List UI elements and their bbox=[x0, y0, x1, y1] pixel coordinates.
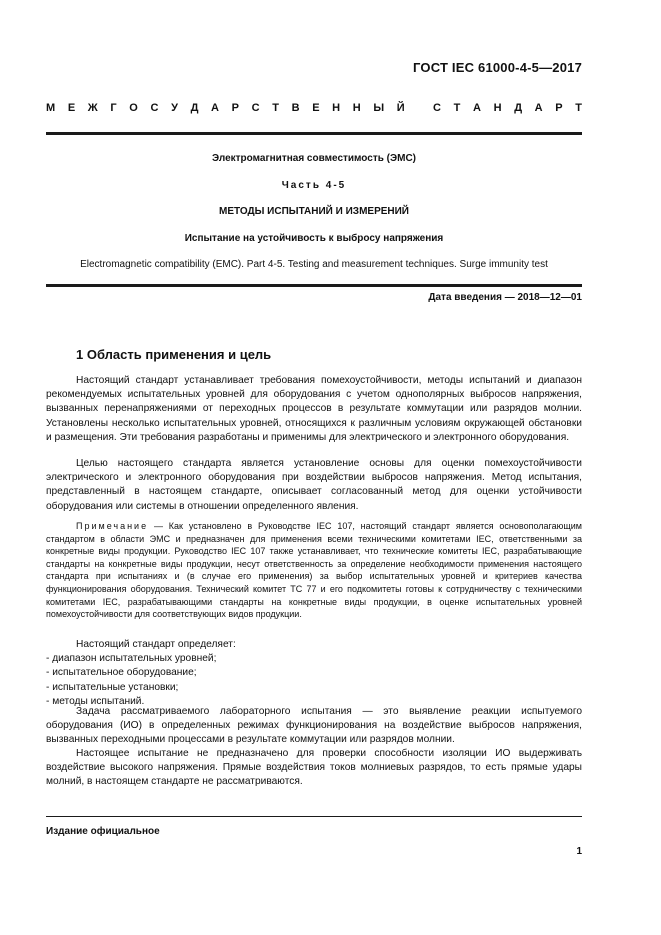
english-title: Electromagnetic compatibility (EMC). Part 4-5. Testing and measurement techniques. Surge immunity test bbox=[80, 259, 548, 270]
banner-letter: Д bbox=[190, 102, 199, 114]
effective-date: Дата введения — 2018—12—01 bbox=[428, 292, 582, 303]
banner-letter: Ы bbox=[373, 102, 385, 114]
banner-letter: Н bbox=[332, 102, 341, 114]
banner-letter: Д bbox=[514, 102, 523, 114]
sub-title: Испытание на устойчивость к выбросу напряжения bbox=[184, 233, 444, 244]
banner-letter: Р bbox=[231, 102, 239, 114]
banner-letter: А bbox=[534, 102, 543, 114]
banner-letter: Е bbox=[312, 102, 320, 114]
list-item: - испытательное оборудование; bbox=[46, 667, 197, 679]
paragraph-text: Задача рассматриваемого лабораторного испытания — это выявление реакции испытуемого оборудования (ИО) в определенных режимах функционирования на воздействие выбросов напряжения, вызванных переходными процессами в результате коммутации или разрядов молнии. bbox=[46, 706, 582, 746]
section-heading: 1 Область применения и цель bbox=[76, 347, 272, 362]
banner-letter: В bbox=[291, 102, 300, 114]
banner-letter: Н bbox=[352, 102, 361, 114]
title-rule bbox=[46, 284, 582, 287]
banner-letter: Е bbox=[67, 102, 76, 114]
main-title: МЕТОДЫ ИСПЫТАНИЙ И ИЗМЕРЕНИЙ bbox=[218, 206, 409, 217]
banner-letter: Н bbox=[493, 102, 502, 114]
banner-letter: Т bbox=[453, 102, 461, 114]
part-title: Часть 4-5 bbox=[281, 180, 347, 191]
paragraph-2 bbox=[46, 457, 582, 514]
banner-letter: О bbox=[129, 102, 138, 114]
footer-rule bbox=[46, 816, 582, 817]
banner-letter: М bbox=[46, 102, 56, 114]
banner-letter: Т bbox=[575, 102, 582, 114]
banner-letter: У bbox=[171, 102, 178, 114]
banner-letter: А bbox=[211, 102, 219, 114]
defines-list bbox=[46, 638, 582, 709]
list-item: - методы испытаний. bbox=[46, 695, 145, 707]
banner-letter: Ж bbox=[87, 102, 98, 114]
standard-code: ГОСТ IEC 61000-4-5—2017 bbox=[413, 60, 582, 75]
paragraph-4 bbox=[46, 747, 582, 790]
banner-letter: Р bbox=[555, 102, 563, 114]
note-body: — Как установлено в Руководстве IEC 107, настоящий стандарт является основополагающим стандартом в области ЭМС и предназначен для применения всеми техническими комитетами IEC, ответственными за конкретные виды продукции. Руководство IEC 107 также устанавливает, что технические комитеты IEC, разрабатывающие стандарты на конкретные виды продукции, несут ответственность за определение необходимости применения настоящего стандарта при испытаниях и (в случае его применения) за выбор испытательных уровней и критериев качества функционирования оборудования. Технический комитет ТС 77 и его подкомитеты готовы к сотрудничеству с техническими комитетами IEC, разрабатывающими стандарты на конкретные виды продукции, в оценке испытательных уровней помехоустойчивости для соответствующих видов продукции. bbox=[46, 521, 582, 620]
paragraph-3 bbox=[46, 705, 582, 748]
edition-label: Издание официальное bbox=[46, 826, 160, 837]
banner-letter: С bbox=[251, 102, 260, 114]
header-rule bbox=[46, 132, 582, 135]
list-item: - диапазон испытательных уровней; bbox=[46, 653, 217, 665]
banner-letter: С bbox=[433, 102, 441, 114]
banner-letter: Т bbox=[272, 102, 279, 114]
interstate-standard-banner bbox=[46, 102, 582, 114]
list-item: - испытательные установки; bbox=[46, 681, 179, 693]
note-label: Примечание bbox=[76, 521, 149, 531]
banner-letter: С bbox=[150, 102, 159, 114]
banner-letter: Й bbox=[396, 102, 405, 114]
page-number: 1 bbox=[576, 846, 582, 857]
series-title: Электромагнитная совместимость (ЭМС) bbox=[212, 153, 416, 164]
banner-letter: А bbox=[473, 102, 481, 114]
paragraph-text: Целью настоящего стандарта является установление основы для оценки помехоустойчивости электрического и электронного оборудования при воздействии выбросов напряжения. Метод испытания, представленный в настоящем стандарте, описывает согласованный метод для оценки устойчивости оборудования или системы в отношении определенного явления. bbox=[46, 458, 582, 512]
banner-gap bbox=[417, 102, 420, 114]
paragraph-text: Настоящий стандарт устанавливает требования помехоустойчивости, методы испытаний и диапазон рекомендуемых испытательных уровней для оборудования с учетом однополярных выбросов напряжения, вызванных перенапряжениями от переходных процессов в результате коммутации или разрядов молнии. Установлены несколько испытательных уровней, относящихся к различным условиям окружающей обстановки и размещения. Эти требования разработаны и применимы для электрического и электронного оборудования. bbox=[46, 375, 582, 443]
defines-intro: Настоящий стандарт определяет: bbox=[76, 639, 236, 650]
note-text bbox=[46, 520, 582, 621]
paragraph-text: Настоящее испытание не предназначено для проверки способности изоляции ИО выдерживать воздействие высокого напряжения. Прямые воздействия токов молниевых разрядов, то есть прямые удары молний, в настоящем стандарте не рассматриваются. bbox=[46, 748, 582, 788]
paragraph-1 bbox=[46, 374, 582, 445]
note-block bbox=[46, 520, 582, 621]
banner-letter: Г bbox=[110, 102, 117, 114]
